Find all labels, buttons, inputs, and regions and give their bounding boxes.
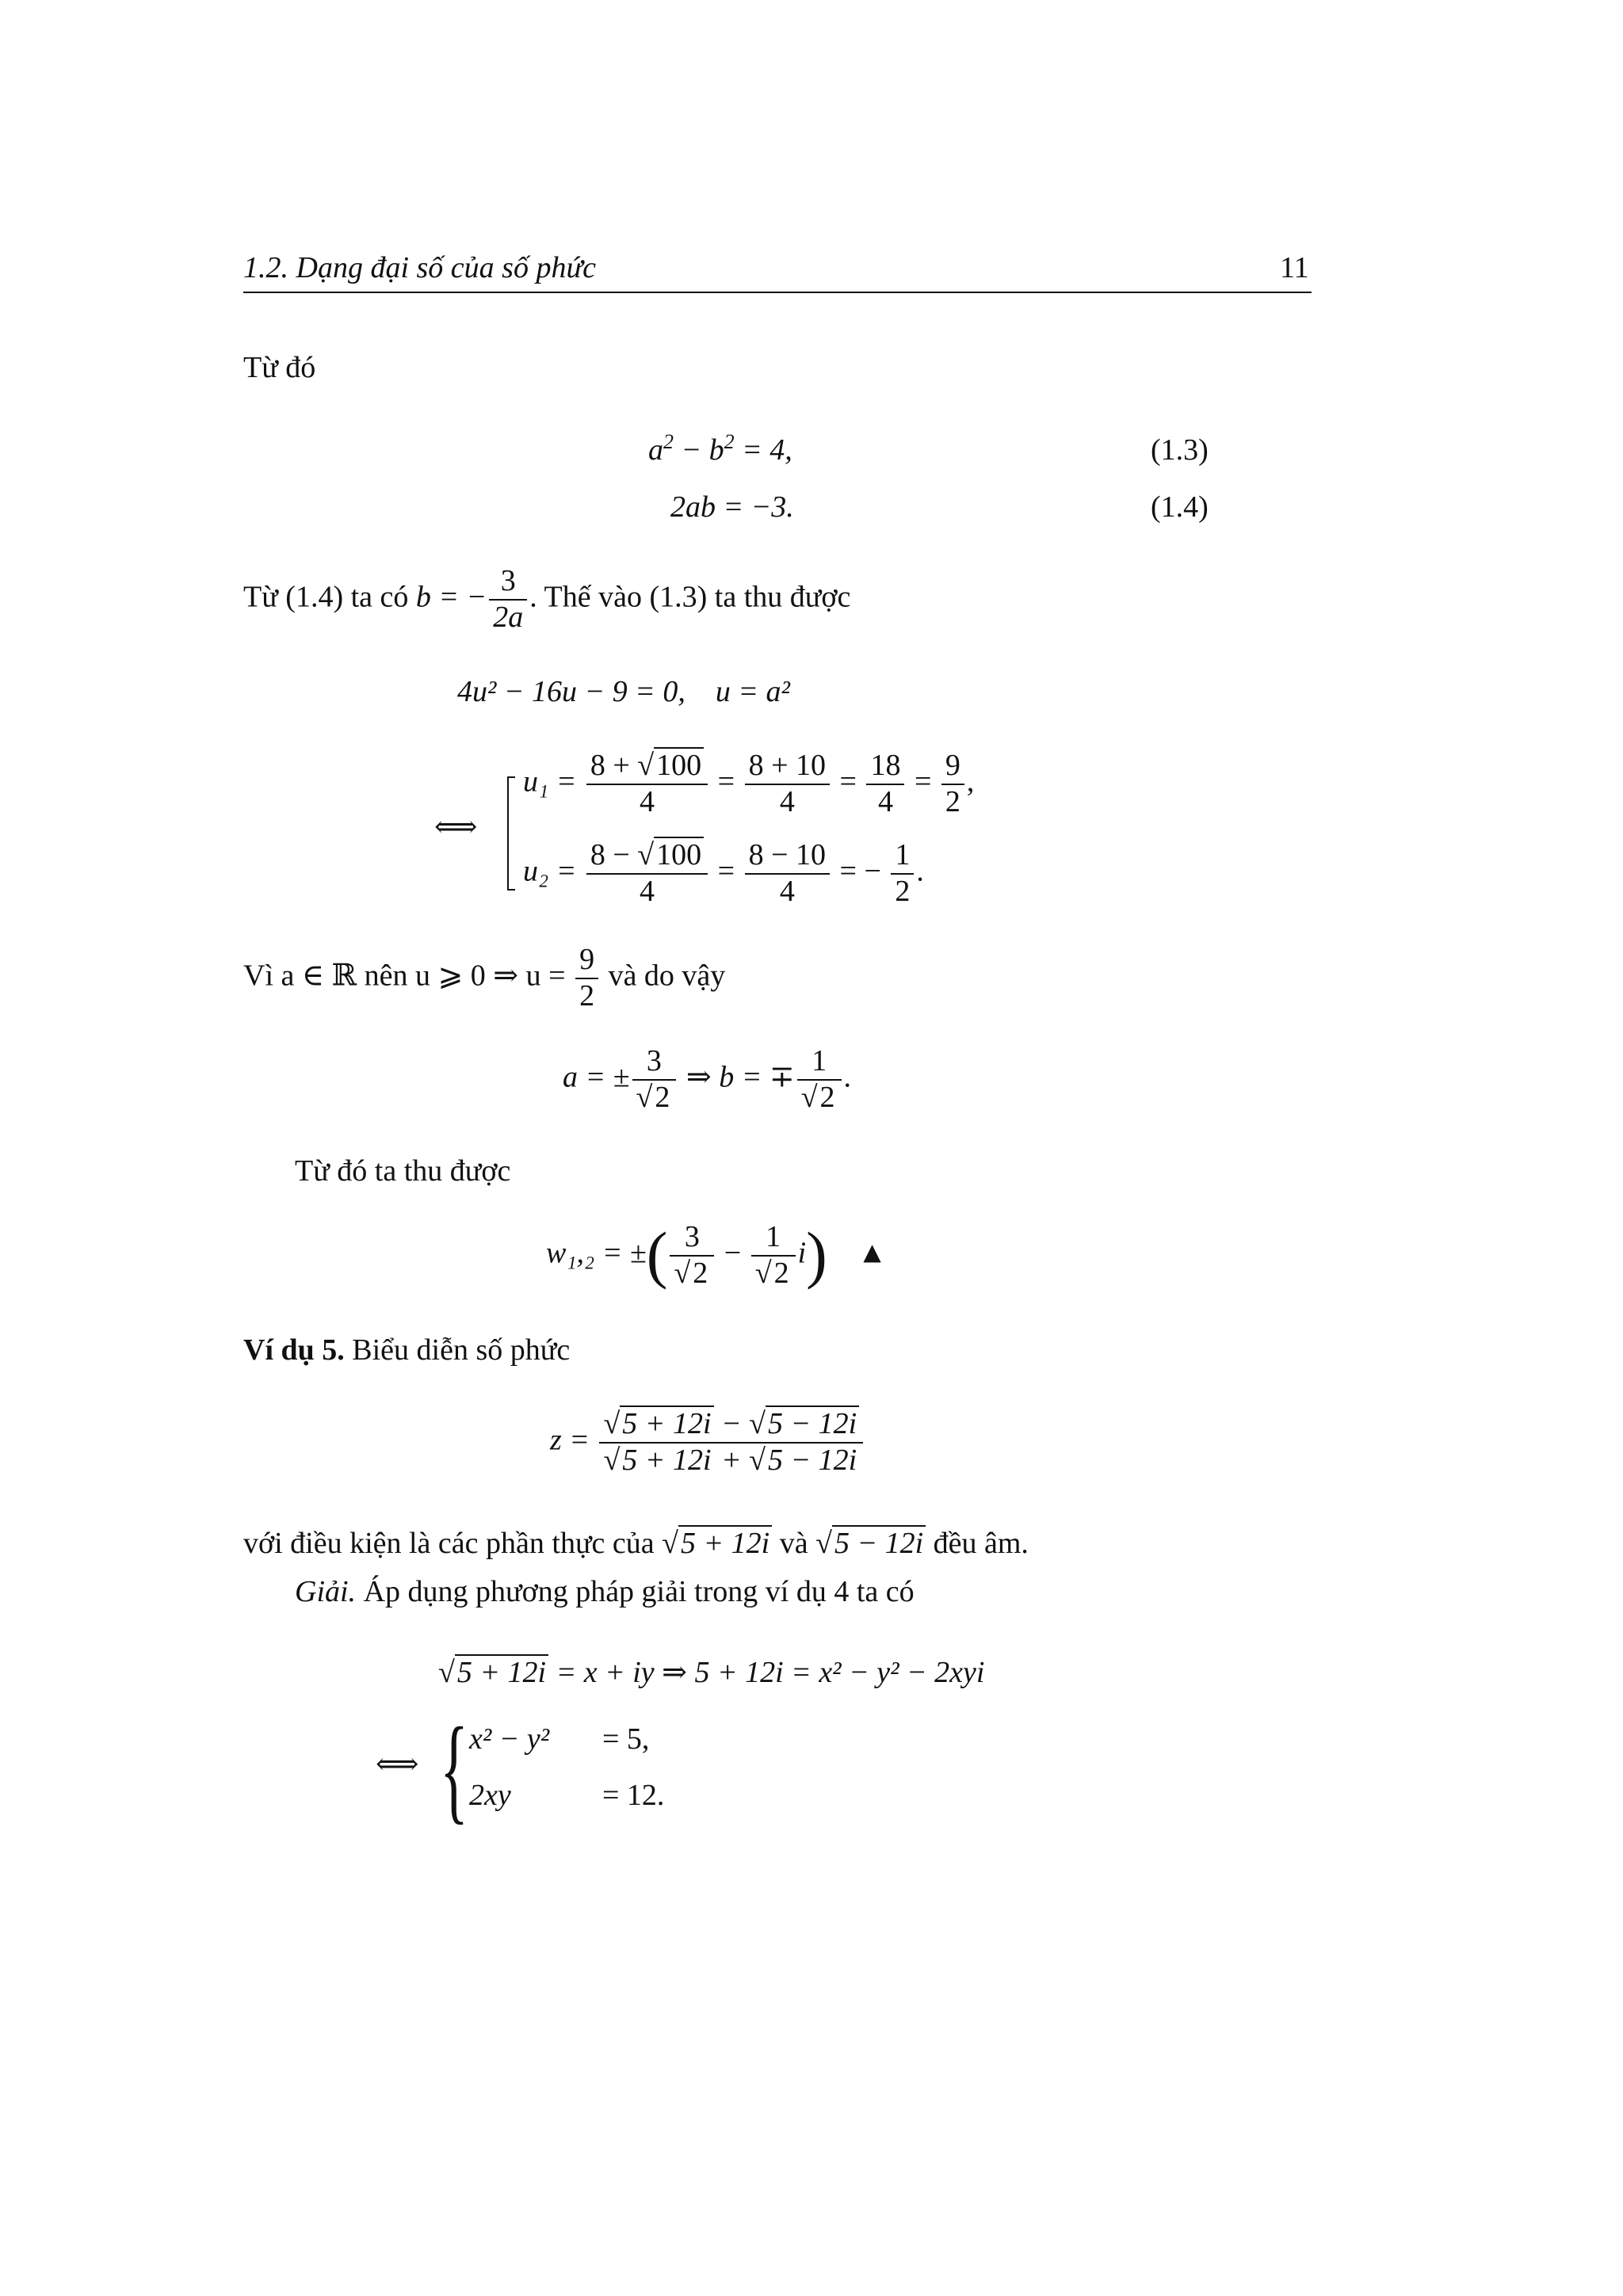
system-rhs-2: = 12. bbox=[602, 1779, 665, 1812]
math: a = ± bbox=[563, 1060, 630, 1094]
iff-symbol: ⟺ bbox=[434, 810, 478, 844]
radicand: 2 bbox=[818, 1079, 838, 1114]
solution-label: Giải. bbox=[295, 1575, 357, 1608]
numerator: 3 bbox=[670, 1220, 714, 1257]
text: và do vậy bbox=[608, 959, 726, 993]
radicand: 2 bbox=[772, 1255, 792, 1290]
denominator: 4 bbox=[877, 784, 893, 818]
brace: { bbox=[440, 1703, 468, 1835]
punct: . bbox=[916, 854, 924, 888]
radicand: 100 bbox=[654, 747, 704, 782]
denominator: 4 bbox=[640, 784, 655, 818]
system-line-1: x² − y² bbox=[469, 1722, 550, 1756]
denominator: 4 bbox=[779, 874, 795, 908]
radicand: 5 − 12i bbox=[766, 1405, 859, 1440]
numerator: 8 − 10 bbox=[745, 838, 830, 875]
punct: , bbox=[966, 765, 975, 799]
numerator: 9 bbox=[575, 943, 598, 979]
math: z = bbox=[550, 1423, 590, 1457]
equation-a-b: a = ± $\frac{3}{√2}$ ⇒ b = ∓ $\frac{1}{√2}$ . bbox=[563, 1044, 852, 1114]
equation-sqrt: √5 + 12i = x + iy ⇒ 5 + 12i = x² − y² − 2xyi bbox=[438, 1656, 985, 1689]
numerator: 1 bbox=[751, 1220, 796, 1257]
math: u = a² bbox=[715, 675, 790, 708]
radicand: 5 − 12i bbox=[832, 1525, 926, 1560]
math: u₂ = bbox=[523, 854, 577, 888]
denominator: 4 bbox=[779, 784, 795, 818]
math: i bbox=[797, 1236, 807, 1270]
paragraph bbox=[295, 1576, 915, 1609]
math: w₁,₂ = ± bbox=[546, 1236, 647, 1270]
numerator: 18 bbox=[866, 749, 904, 785]
text: Biểu diễn số phức bbox=[352, 1333, 571, 1367]
math: u₁ = bbox=[523, 765, 577, 799]
math: ⇒ b = ∓ bbox=[685, 1060, 795, 1094]
system-line-2: 2xy bbox=[469, 1779, 511, 1812]
radicand: 2 bbox=[652, 1079, 672, 1114]
math: = x + iy ⇒ 5 + 12i = x² − y² − 2xyi bbox=[548, 1656, 985, 1689]
equation-tag: (1.4) bbox=[1151, 490, 1209, 524]
text: đều âm. bbox=[926, 1527, 1029, 1560]
denominator: 4 bbox=[640, 874, 655, 908]
page-number: 11 bbox=[1280, 251, 1309, 284]
radicand: 5 − 12i bbox=[766, 1442, 859, 1477]
text: và bbox=[772, 1527, 816, 1560]
quadratic-equation bbox=[457, 676, 790, 709]
paragraph bbox=[243, 943, 725, 1013]
text: Áp dụng phương pháp giải trong ví dụ 4 ta có bbox=[363, 1575, 915, 1608]
numerator: 3 bbox=[489, 564, 527, 601]
header-rule bbox=[243, 292, 1312, 293]
radicand: 100 bbox=[654, 837, 704, 871]
numerator: 1 bbox=[797, 1044, 842, 1081]
text: với điều kiện là các phần thực của bbox=[243, 1527, 663, 1560]
denominator: 2 bbox=[895, 874, 911, 908]
denominator: 2 bbox=[579, 978, 595, 1013]
equation-tag: (1.3) bbox=[1151, 433, 1209, 467]
system-rhs-1: = 5, bbox=[602, 1722, 650, 1756]
fraction bbox=[489, 564, 527, 635]
punct: . bbox=[843, 1060, 852, 1094]
root-u1: u₁ = $\frac{8 + √100}{4}$ = $\frac{8 + 10}{4}$ = $\frac{18}{4}$ = $\frac{9}{2}$ , bbox=[523, 749, 975, 818]
paragraph bbox=[243, 564, 850, 635]
numerator: 9 bbox=[941, 749, 964, 785]
equation-1-4: 2ab = −3. bbox=[670, 490, 794, 524]
math: + bbox=[713, 1443, 750, 1477]
example-heading bbox=[243, 1334, 570, 1367]
numerator: 3 bbox=[632, 1044, 677, 1081]
paragraph: Từ đó bbox=[243, 351, 316, 384]
denominator: 2 bbox=[945, 784, 960, 818]
math: 8 − bbox=[590, 838, 638, 871]
eq-text: = 4, bbox=[734, 433, 792, 467]
iff-symbol: ⟺ bbox=[376, 1748, 419, 1781]
eq-text: − b bbox=[674, 433, 724, 467]
equation-w: w₁,₂ = ±( $\frac{3}{√2}$ − $\frac{1}{√2}$ i) ▲ bbox=[546, 1220, 888, 1291]
text: Vì a ∈ ℝ nên u ⩾ 0 ⇒ u = bbox=[243, 959, 566, 993]
example-label: Ví dụ 5. bbox=[243, 1333, 345, 1367]
math: 4u² − 16u − 9 = 0, bbox=[457, 675, 685, 708]
radicand: 5 + 12i bbox=[678, 1525, 772, 1560]
paragraph: Từ đó ta thu được bbox=[295, 1154, 511, 1188]
end-of-proof-mark: ▲ bbox=[857, 1236, 888, 1270]
math: 8 + bbox=[590, 749, 638, 782]
running-header-section: 1.2. Dạng đại số của số phức bbox=[243, 251, 597, 284]
numerator: 1 bbox=[891, 838, 914, 875]
equation-1-3: $a^2 - b^2 = 4$, bbox=[648, 430, 792, 467]
radicand: 2 bbox=[690, 1255, 710, 1290]
denominator: 2a bbox=[493, 600, 524, 634]
text: . Thế vào (1.3) ta thu được bbox=[529, 580, 851, 614]
radicand: 5 + 12i bbox=[620, 1405, 713, 1440]
numerator: 8 + 10 bbox=[745, 749, 830, 785]
math: b = − bbox=[415, 580, 487, 614]
equation-z: z = $\frac{√5 + 12i - √5 - 12i}{√5 + 12i + √5 - 12i}$ bbox=[550, 1407, 865, 1478]
paragraph: với điều kiện là các phần thực của √5 + 12i và √5 − 12i đều âm. bbox=[243, 1527, 1029, 1560]
text: Từ (1.4) ta có bbox=[243, 580, 416, 614]
radicand: 5 + 12i bbox=[455, 1654, 548, 1689]
math: − bbox=[713, 1407, 750, 1440]
bracket bbox=[507, 776, 515, 891]
root-u2: u₂ = $\frac{8 - √100}{4}$ = $\frac{8 - 10}{4}$ = − $\frac{1}{2}$ . bbox=[523, 838, 924, 908]
eq-text: a bbox=[648, 433, 663, 467]
radicand: 5 + 12i bbox=[620, 1442, 713, 1477]
math: − bbox=[724, 1236, 742, 1270]
